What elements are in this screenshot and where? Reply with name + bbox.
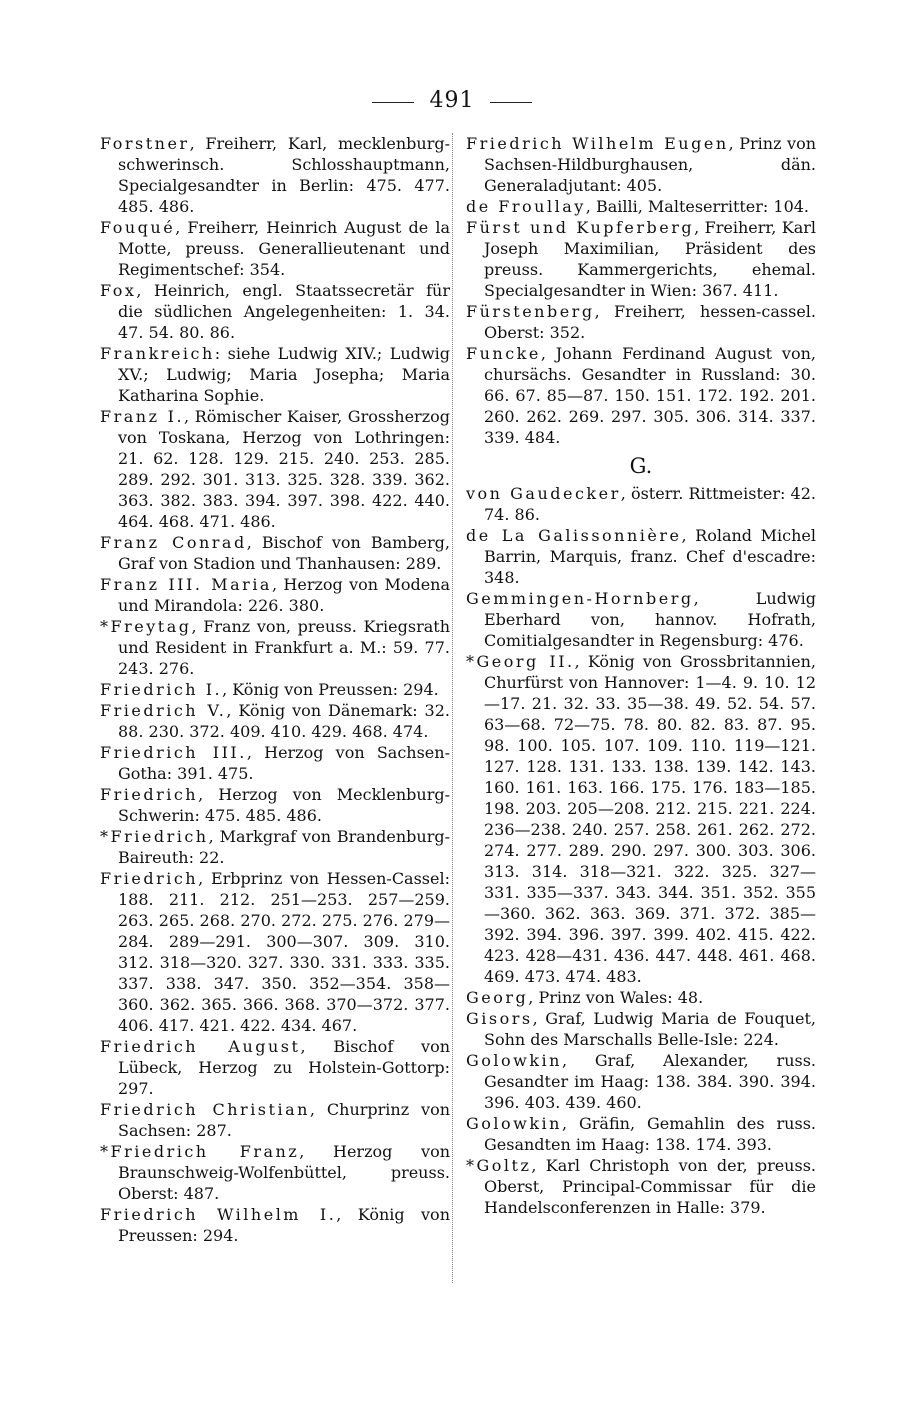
entry-text: , Römischer Kaiser, Grossherzog von Toskana, Herzog von Lothringen: 21. 62. 128. 129. 215. 240. 253. 285. 289. 292. 301. 313. 325. 328. 339. 362. 363. 382. 383. 394. 397. 398. 422. 440. 464. 468. 471. 486. <box>118 407 450 531</box>
entry-name: Fürst und Kupferberg <box>466 218 695 237</box>
page-header <box>0 88 900 118</box>
right-column-f-entries <box>466 133 816 448</box>
index-entry <box>466 1050 816 1113</box>
index-entry <box>100 343 450 406</box>
entry-text: , Freiherr, Heinrich August de la Motte, preuss. Generallieutenant und Regimentschef: 354. <box>118 218 450 279</box>
entry-text: , Gräfin, Gemahlin des russ. Gesandten im Haag: 138. 174. 393. <box>484 1114 816 1154</box>
entry-name: *Georg II. <box>466 652 575 671</box>
entry-name: Fox <box>100 281 137 300</box>
index-entry <box>100 679 450 700</box>
entry-text: , Herzog von Modena und Mirandola: 226. 380. <box>118 575 451 615</box>
entry-text: , Graf, Alexander, russ. Gesandter im Haag: 138. 384. 390. 394. 396. 403. 439. 460. <box>484 1051 816 1112</box>
entry-name: Friedrich III. <box>100 743 247 762</box>
entry-name: *Friedrich Franz <box>100 1142 300 1161</box>
entry-name: Funcke <box>466 344 541 363</box>
index-entry <box>466 196 816 217</box>
entry-text: , Johann Ferdinand August von, chursächs. Gesandter in Russland: 30. 66. 67. 85—87. 150. 151. 172. 192. 201. 260. 262. 269. 297. 305. 306. 314. 337. 339. 484. <box>484 344 816 447</box>
column-divider <box>452 133 453 1283</box>
right-column <box>466 133 816 1218</box>
entry-text: , Freiherr, hessen-cassel. Oberst: 352. <box>484 302 816 342</box>
entry-text: , Herzog von Braunschweig-Wolfenbüttel, preuss. Oberst: 487. <box>118 1142 451 1203</box>
entry-name: Franz Conrad <box>100 533 247 552</box>
index-entry <box>466 987 816 1008</box>
entry-text: , Franz von, preuss. Kriegsrath und Resident in Frankfurt a. M.: 59. 77. 243. 276. <box>118 617 450 678</box>
entry-name: Franz III. Maria <box>100 575 272 594</box>
entry-text: , Roland Michel Barrin, Marquis, franz. Chef d'escadre: 348. <box>484 526 816 587</box>
page-number: 491 <box>429 88 475 113</box>
entry-name: Friedrich I. <box>100 680 223 699</box>
entry-text: , österr. Rittmeister: 42. 74. 86. <box>484 484 816 524</box>
index-entry <box>100 1204 450 1246</box>
index-entry <box>100 868 450 1036</box>
entry-name: Friedrich Christian <box>100 1100 310 1119</box>
entry-text: , Ludwig Eberhard von, hannov. Hofrath, Comitialgesandter in Regensburg: 476. <box>484 589 816 650</box>
entry-name: Gemmingen-Hornberg <box>466 589 694 608</box>
entry-text: , Freiherr, Karl, mecklenburg-schwerinsch. Schlosshauptmann, Specialgesandter in Berlin: 475. 477. 485. 486. <box>118 134 450 216</box>
entry-text: , Churprinz von Sachsen: 287. <box>118 1100 451 1140</box>
entry-text: , Karl Christoph von der, preuss. Oberst, Principal-Commissar für die Handelsconferenzen in Halle: 379. <box>484 1156 816 1217</box>
index-entry <box>100 217 450 280</box>
entry-text: , Freiherr, Karl Joseph Maximilian, Präsident des preuss. Kammergerichts, ehemal. Specialgesandter in Wien: 367. 411. <box>484 218 816 300</box>
index-entry <box>100 700 450 742</box>
entry-name: *Friedrich <box>100 827 209 846</box>
index-entry <box>466 133 816 196</box>
entry-text: , Prinz von Wales: 48. <box>528 988 704 1007</box>
entry-name: Friedrich <box>100 785 199 804</box>
entry-name: Friedrich August <box>100 1037 301 1056</box>
entry-text: , Bailli, Malteserritter: 104. <box>585 197 810 216</box>
entry-name: Frankreich <box>100 344 215 363</box>
index-entry <box>100 406 450 532</box>
entry-text: , Heinrich, engl. Staatssecretär für die südlichen Angelegenheiten: 1. 34. 47. 54. 80. 86. <box>118 281 450 342</box>
index-entry <box>466 1113 816 1155</box>
entry-name: Fouqué <box>100 218 176 237</box>
entry-name: Friedrich Wilhelm I. <box>100 1205 337 1224</box>
index-entry <box>100 1141 450 1204</box>
entry-name: Friedrich Wilhelm Eugen <box>466 134 729 153</box>
entry-text: , König von Preussen: 294. <box>222 680 439 699</box>
entry-name: de La Galissonnière <box>466 526 682 545</box>
index-entry <box>466 525 816 588</box>
entry-name: *Freytag <box>100 617 192 636</box>
entry-name: Friedrich V. <box>100 701 227 720</box>
index-entry <box>100 742 450 784</box>
index-entry <box>100 133 450 217</box>
entry-name: Golowkin <box>466 1114 562 1133</box>
entry-name: *Goltz <box>466 1156 532 1175</box>
index-entry <box>466 301 816 343</box>
index-entry <box>100 532 450 574</box>
index-entry <box>100 1036 450 1099</box>
index-entry <box>100 574 450 616</box>
index-entry <box>466 1155 816 1218</box>
index-entry <box>100 826 450 868</box>
index-entry <box>100 1099 450 1141</box>
entry-name: Friedrich <box>100 869 199 888</box>
entry-text: , König von Grossbritannien, Churfürst von Hannover: 1—4. 9. 10. 12—17. 21. 32. 33. 35—38. 49. 52. 54. 57. 63—68. 72—75. 78. 80. 82. 83. 87. 95. 98. 100. 105. 107. 109. 110. 119—121. 127. 128. 131. 133. 138. 139. 142. 143. 160. 161. 163. 166. 175. 176. 183—185. 198. 203. 205—208. 212. 215. 221. 224. 236—238. 240. 257. 258. 261. 262. 272. 274. 277. 289. 290. 297. 300. 303. 306. 313. 314. 318—321. 322. 325. 327—331. 335—337. 343. 344. 351. 352. 355—360. 362. 363. 369. 371. 372. 385—392. 394. 396. 397. 399. 402. 415. 422. 423. 428—431. 436. 447. 448. 461. 468. 469. 473. 474. 483. <box>484 652 816 986</box>
entry-text: : siehe Ludwig XIV.; Ludwig XV.; Ludwig; Maria Josepha; Maria Katharina Sophie. <box>118 344 450 405</box>
entry-text: , Markgraf von Brandenburg-Baireuth: 22. <box>118 827 450 867</box>
index-entry <box>100 616 450 679</box>
entry-name: Franz I. <box>100 407 185 426</box>
entry-text: , Prinz von Sachsen-Hildburghausen, dän. Generaladjutant: 405. <box>484 134 816 195</box>
right-column-g-entries <box>466 483 816 1218</box>
entry-name: Golowkin <box>466 1051 562 1070</box>
entry-name: Fürstenberg <box>466 302 595 321</box>
entry-name: Georg <box>466 988 529 1007</box>
entry-text: , Graf, Ludwig Maria de Fouquet, Sohn des Marschalls Belle-Isle: 224. <box>484 1009 816 1049</box>
entry-name: Gisors <box>466 1009 533 1028</box>
entry-name: Forstner <box>100 134 190 153</box>
entry-name: von Gaudecker <box>466 484 621 503</box>
index-entry <box>466 217 816 301</box>
index-entry <box>100 280 450 343</box>
entry-text: , Bischof von Lübeck, Herzog zu Holstein-Gottorp: 297. <box>118 1037 450 1098</box>
header-rule-left <box>372 102 414 103</box>
left-column <box>100 133 450 1246</box>
entry-text: , Herzog von Sachsen-Gotha: 391. 475. <box>118 743 450 783</box>
entry-text: , Erbprinz von Hessen-Cassel: 188. 211. 212. 251—253. 257—259. 263. 265. 268. 270. 272. 275. 276. 279—284. 289—291. 300—307. 309. 310. 312. 318—320. 327. 330. 331. 333. 335. 337. 338. 347. 350. 352—354. 358—360. 362. 365. 366. 368. 370—372. 377. 406. 417. 421. 422. 434. 467. <box>118 869 450 1035</box>
index-entry <box>466 1008 816 1050</box>
header-rule-right <box>490 102 532 103</box>
entry-text: , König von Preussen: 294. <box>118 1205 450 1245</box>
entry-text: , Bischof von Bamberg, Graf von Stadion und Thanhausen: 289. <box>118 533 451 573</box>
entry-name: de Froullay <box>466 197 586 216</box>
index-entry <box>466 651 816 987</box>
entry-text: , Herzog von Mecklenburg-Schwerin: 475. 485. 486. <box>118 785 450 825</box>
entry-text: , König von Dänemark: 32. 88. 230. 372. 409. 410. 429. 468. 474. <box>118 701 450 741</box>
index-entry <box>466 588 816 651</box>
index-entry <box>100 784 450 826</box>
index-entry <box>466 483 816 525</box>
index-entry <box>466 343 816 448</box>
section-heading: G. <box>629 454 653 478</box>
